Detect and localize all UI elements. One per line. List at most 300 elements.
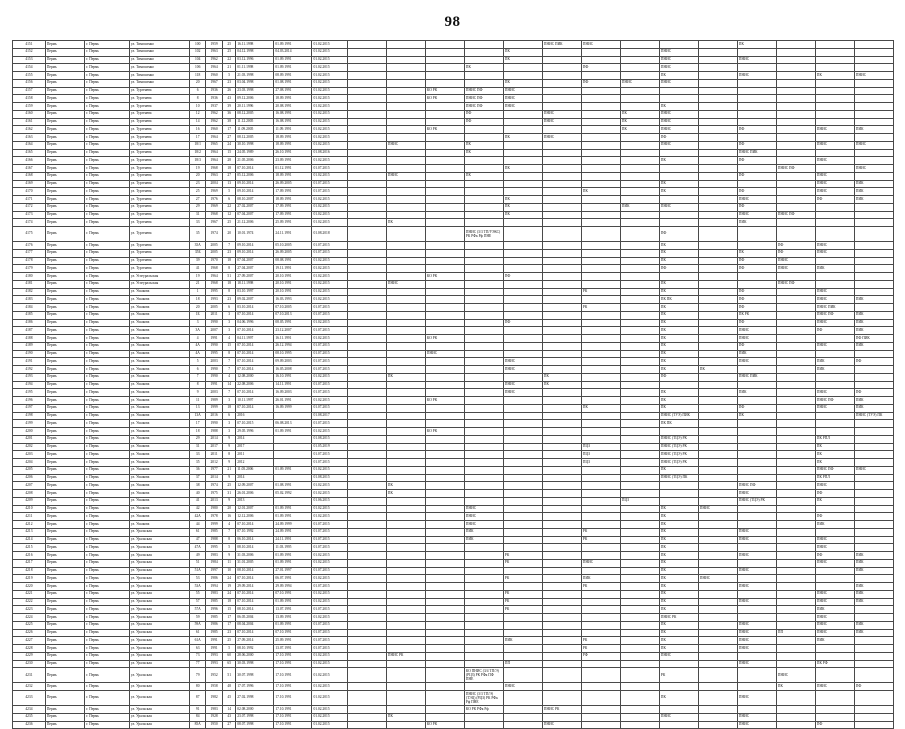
table-cell	[581, 366, 620, 374]
table-cell	[464, 614, 503, 622]
table-cell: 06.10.2014	[236, 536, 274, 544]
table-cell: 06.08.2013	[274, 420, 312, 428]
table-cell: 16.11.1991	[274, 335, 312, 343]
table-cell	[737, 443, 776, 451]
table-cell: ул. Тургенева	[129, 242, 189, 250]
table-cell	[503, 157, 542, 165]
table-cell	[347, 521, 386, 529]
table-row	[13, 428, 894, 436]
table-row	[13, 713, 894, 721]
table-body	[13, 41, 894, 729]
table-cell: 4216	[13, 552, 46, 560]
table-cell: Пермь	[45, 559, 84, 567]
table-cell	[425, 288, 464, 296]
table-row	[13, 87, 894, 95]
table-cell	[776, 103, 815, 111]
table-cell: 20.11.1996	[236, 103, 274, 111]
table-cell	[581, 311, 620, 319]
table-cell: Пермь	[45, 652, 84, 660]
table-cell: Пермь	[45, 141, 84, 149]
table-cell: 27	[190, 196, 206, 204]
table-cell: 4232	[13, 683, 46, 691]
table-row	[13, 227, 894, 242]
table-cell: ПФ	[737, 304, 776, 312]
table-cell	[347, 48, 386, 56]
table-cell: ПНИС	[503, 95, 542, 103]
table-cell	[776, 126, 815, 134]
table-cell: 4203	[13, 451, 46, 459]
table-cell	[659, 490, 698, 498]
table-cell: 01.09.1991	[274, 505, 312, 513]
table-cell: ПНИС	[659, 652, 698, 660]
table-cell	[464, 451, 503, 459]
table-cell	[386, 389, 425, 397]
table-cell: 53	[190, 575, 206, 583]
table-cell: ПФ	[815, 490, 854, 498]
table-cell	[776, 552, 815, 560]
table-cell: ПНИС (3/3 ТП/УЭКС) РК РФк Рф ПНЕ	[464, 227, 503, 242]
table-cell: 01.07.2015	[312, 528, 347, 536]
table-cell: ПК	[503, 196, 542, 204]
table-cell: Пермь	[45, 497, 84, 505]
table-row	[13, 280, 894, 288]
table-cell	[542, 311, 581, 319]
table-cell: 12.12.2006	[236, 513, 274, 521]
table-cell: 01.07.2015	[312, 536, 347, 544]
table-cell	[347, 652, 386, 660]
table-cell: ПК	[620, 110, 659, 118]
table-row	[13, 497, 894, 505]
table-cell: 07.10.2014	[236, 358, 274, 366]
table-cell: Пермь	[45, 342, 84, 350]
table-cell	[347, 389, 386, 397]
table-row	[13, 366, 894, 374]
table-row	[13, 706, 894, 714]
table-cell: г. Пермь	[85, 319, 130, 327]
table-cell: ул. Тургенева	[129, 257, 189, 265]
table-cell: 4205	[13, 466, 46, 474]
table-cell	[464, 721, 503, 729]
table-cell: 4179	[13, 265, 46, 273]
table-cell	[815, 645, 854, 653]
table-cell: 4235	[13, 713, 46, 721]
table-cell: ул. Уральская	[129, 683, 189, 691]
table-cell: Пермь	[45, 172, 84, 180]
table-cell: ПИК	[464, 528, 503, 536]
table-cell	[542, 621, 581, 629]
table-cell: 2004	[206, 180, 223, 188]
table-cell: ПК	[386, 219, 425, 227]
table-cell: 4	[223, 521, 236, 529]
table-cell	[776, 521, 815, 529]
table-cell: 17	[190, 134, 206, 142]
table-cell: Пермь	[45, 227, 84, 242]
table-cell	[698, 397, 737, 405]
table-cell	[581, 118, 620, 126]
table-cell: ПК	[815, 459, 854, 467]
table-cell	[464, 629, 503, 637]
table-cell: КО РК	[425, 95, 464, 103]
table-cell	[659, 428, 698, 436]
table-cell: ПК	[620, 126, 659, 134]
table-cell	[620, 590, 659, 598]
table-cell: ПНИС	[815, 629, 854, 637]
table-cell	[620, 397, 659, 405]
table-cell: 1991	[206, 381, 223, 389]
table-cell: Пермь	[45, 381, 84, 389]
table-cell	[386, 381, 425, 389]
table-cell	[854, 381, 893, 389]
table-cell	[620, 706, 659, 714]
table-cell: 8	[223, 350, 236, 358]
table-cell	[581, 265, 620, 273]
table-cell: Пермь	[45, 412, 84, 420]
table-cell: 4194	[13, 381, 46, 389]
table-cell: ул. Ушакова	[129, 335, 189, 343]
table-cell	[581, 149, 620, 157]
table-cell	[503, 296, 542, 304]
table-cell	[347, 474, 386, 482]
table-cell: ул. Ушакова	[129, 466, 189, 474]
table-cell	[425, 188, 464, 196]
table-row	[13, 110, 894, 118]
table-cell	[698, 296, 737, 304]
table-cell: 4	[190, 335, 206, 343]
table-cell: РК	[581, 288, 620, 296]
table-cell: ул. Ушакова	[129, 482, 189, 490]
table-cell: 4225	[13, 621, 46, 629]
table-cell	[854, 637, 893, 645]
table-cell	[425, 459, 464, 467]
table-cell: 8	[223, 265, 236, 273]
table-cell	[542, 48, 581, 56]
table-cell	[620, 56, 659, 64]
table-cell: 01.08.2015	[312, 435, 347, 443]
table-cell: 01.09.1991	[274, 513, 312, 521]
table-cell	[659, 273, 698, 281]
table-cell	[347, 621, 386, 629]
table-cell: 24.09.1999	[274, 521, 312, 529]
table-cell	[698, 118, 737, 126]
table-cell: ПНИС ПФ	[737, 482, 776, 490]
table-cell: 10.01.1974	[236, 227, 274, 242]
table-cell	[347, 412, 386, 420]
table-cell	[503, 505, 542, 513]
table-cell	[698, 490, 737, 498]
table-cell	[503, 72, 542, 80]
table-cell	[425, 668, 464, 683]
table-cell	[776, 645, 815, 653]
table-cell: ПИК	[815, 606, 854, 614]
table-cell: 07.10.2014	[236, 165, 274, 173]
table-cell: ПНИС	[581, 41, 620, 49]
table-cell: 18	[223, 598, 236, 606]
table-cell: 24	[223, 575, 236, 583]
table-cell: ПФ	[464, 110, 503, 118]
table-cell	[503, 567, 542, 575]
table-cell	[776, 428, 815, 436]
table-cell: г. Пермь	[85, 482, 130, 490]
table-cell: 02.08.2000	[236, 706, 274, 714]
table-cell: ул. Ушакова	[129, 505, 189, 513]
table-cell: 6	[190, 366, 206, 374]
table-cell: 4192	[13, 366, 46, 374]
table-cell	[620, 575, 659, 583]
table-cell: 1985	[206, 614, 223, 622]
table-cell: ПК	[659, 559, 698, 567]
table-cell: ПНИС	[425, 350, 464, 358]
table-cell: 01.02.2015	[312, 296, 347, 304]
table-cell: ПНИС	[659, 79, 698, 87]
table-cell: Пермь	[45, 575, 84, 583]
table-cell: 4163	[13, 134, 46, 142]
table-cell: ПФ	[854, 358, 893, 366]
table-cell	[737, 505, 776, 513]
table-cell	[503, 126, 542, 134]
table-cell	[620, 172, 659, 180]
table-cell	[620, 304, 659, 312]
table-cell	[815, 87, 854, 95]
table-cell: 24	[223, 590, 236, 598]
table-cell	[386, 397, 425, 405]
table-cell: 01.07.2015	[312, 304, 347, 312]
table-cell: РК	[503, 606, 542, 614]
table-cell: Пермь	[45, 296, 84, 304]
table-row	[13, 288, 894, 296]
table-cell: г. Пермь	[85, 381, 130, 389]
table-cell	[620, 196, 659, 204]
table-cell	[815, 381, 854, 389]
table-cell: г. Пермь	[85, 544, 130, 552]
table-cell	[698, 126, 737, 134]
table-cell: 4198	[13, 412, 46, 420]
table-cell: г. Пермь	[85, 373, 130, 381]
table-cell	[503, 443, 542, 451]
table-cell	[542, 637, 581, 645]
table-cell	[698, 87, 737, 95]
table-cell: 2014	[206, 474, 223, 482]
table-cell: 07.10.1991	[274, 629, 312, 637]
table-cell: ПФ	[815, 196, 854, 204]
table-cell: ПИК	[854, 311, 893, 319]
table-cell	[347, 683, 386, 691]
table-cell	[581, 103, 620, 111]
table-cell: ПНИС	[503, 683, 542, 691]
table-cell: ул. Ушакова	[129, 420, 189, 428]
table-cell: ул. Ушакова	[129, 311, 189, 319]
table-cell: ПНИС	[737, 56, 776, 64]
table-cell	[737, 590, 776, 598]
table-cell	[776, 513, 815, 521]
table-cell	[815, 211, 854, 219]
table-cell: Пермь	[45, 180, 84, 188]
table-cell: ПП	[776, 629, 815, 637]
table-cell: 01.02.2015	[312, 652, 347, 660]
table-cell: 1986	[206, 575, 223, 583]
table-cell: Пермь	[45, 404, 84, 412]
table-cell: ПИК	[815, 265, 854, 273]
table-cell	[737, 466, 776, 474]
table-cell	[620, 428, 659, 436]
table-cell	[698, 41, 737, 49]
table-cell	[698, 211, 737, 219]
table-cell: 12	[190, 110, 206, 118]
table-cell: Пермь	[45, 134, 84, 142]
table-cell: ул. Ушакова	[129, 459, 189, 467]
table-cell: 39	[223, 103, 236, 111]
table-cell: 01.02.2015	[312, 713, 347, 721]
table-cell	[698, 304, 737, 312]
table-cell	[542, 257, 581, 265]
table-cell: ул. Ушакова	[129, 373, 189, 381]
table-cell	[776, 134, 815, 142]
table-cell: Пермь	[45, 366, 84, 374]
table-row	[13, 629, 894, 637]
table-cell: ул. Ушакова	[129, 404, 189, 412]
table-cell: 01.02.2015	[312, 118, 347, 126]
table-cell	[776, 227, 815, 242]
table-cell: 01.02.2015	[312, 134, 347, 142]
table-cell	[386, 311, 425, 319]
table-cell: 4	[223, 373, 236, 381]
table-cell: 08.12.2005	[236, 134, 274, 142]
table-cell: 01.02.2015	[312, 126, 347, 134]
table-cell: Пермь	[45, 196, 84, 204]
table-cell: ПНИС	[542, 118, 581, 126]
table-cell: ул. Тургенева	[129, 103, 189, 111]
table-cell: г. Пермь	[85, 110, 130, 118]
table-cell: ПК	[659, 304, 698, 312]
table-cell	[386, 149, 425, 157]
table-cell	[274, 459, 312, 467]
table-cell: 01.07.2015	[312, 311, 347, 319]
table-cell: 65	[223, 660, 236, 668]
table-cell: 4А	[190, 350, 206, 358]
table-row	[13, 598, 894, 606]
table-cell: 2003	[206, 358, 223, 366]
table-cell: 2011	[236, 451, 274, 459]
table-cell	[386, 559, 425, 567]
table-cell: 27	[223, 134, 236, 142]
table-cell: ул. Углеуральская	[129, 280, 189, 288]
table-cell: 17.10.1991	[274, 721, 312, 729]
table-cell	[620, 637, 659, 645]
table-cell: 1991	[206, 637, 223, 645]
table-cell	[425, 118, 464, 126]
table-cell: 1964	[206, 157, 223, 165]
table-cell: ПИК	[854, 621, 893, 629]
table-cell	[815, 165, 854, 173]
table-cell: 27.02.1998	[236, 691, 274, 706]
table-cell	[386, 288, 425, 296]
table-cell: РК	[659, 668, 698, 683]
table-cell	[815, 583, 854, 591]
table-cell	[776, 466, 815, 474]
table-cell	[425, 583, 464, 591]
table-cell: 3	[223, 397, 236, 405]
table-cell: 12.01.2007	[236, 505, 274, 513]
table-cell: 13	[190, 404, 206, 412]
table-cell: 4226	[13, 629, 46, 637]
table-cell: 18.09.1991	[274, 172, 312, 180]
table-cell: 60	[223, 652, 236, 660]
table-cell: 28	[223, 157, 236, 165]
table-cell: 13.07.1991	[274, 606, 312, 614]
table-cell: 01.02.2015	[312, 288, 347, 296]
table-cell	[503, 536, 542, 544]
table-cell	[698, 590, 737, 598]
table-cell	[386, 48, 425, 56]
table-cell: Пермь	[45, 637, 84, 645]
table-cell	[776, 397, 815, 405]
table-cell	[620, 420, 659, 428]
table-cell	[659, 683, 698, 691]
table-cell	[776, 219, 815, 227]
table-cell	[386, 134, 425, 142]
table-cell	[542, 660, 581, 668]
table-cell: 4176	[13, 242, 46, 250]
table-cell: 01.02.2015	[312, 265, 347, 273]
table-cell: ул. Ушакова	[129, 513, 189, 521]
table-cell	[542, 691, 581, 706]
table-cell: 01.02.2015	[312, 95, 347, 103]
table-cell: ПНИС ПФ	[464, 87, 503, 95]
table-cell: 11.12.2005	[236, 118, 274, 126]
table-cell: 01.02.2015	[312, 505, 347, 513]
table-cell	[581, 552, 620, 560]
table-cell	[425, 110, 464, 118]
table-cell: ул. Уральская	[129, 637, 189, 645]
table-cell: 18/1	[190, 141, 206, 149]
table-cell: 01.02.2015	[312, 64, 347, 72]
table-cell: 84	[190, 713, 206, 721]
table-cell: ПНИС	[737, 583, 776, 591]
table-cell	[464, 311, 503, 319]
table-cell	[425, 103, 464, 111]
table-cell: 07.10.2014	[236, 350, 274, 358]
table-cell	[542, 420, 581, 428]
table-cell: ПК	[503, 165, 542, 173]
table-cell: ПНИС	[698, 575, 737, 583]
table-cell	[386, 645, 425, 653]
table-cell: 41	[190, 497, 206, 505]
table-cell: Пермь	[45, 288, 84, 296]
table-cell	[854, 420, 893, 428]
table-cell	[347, 598, 386, 606]
table-cell: 39	[190, 257, 206, 265]
table-cell: 104	[190, 56, 206, 64]
table-cell	[737, 165, 776, 173]
table-cell	[503, 513, 542, 521]
table-cell: 4159	[13, 103, 46, 111]
table-cell	[464, 567, 503, 575]
table-cell	[737, 48, 776, 56]
table-cell	[737, 544, 776, 552]
table-cell: ПЦЗ	[581, 443, 620, 451]
table-cell	[386, 443, 425, 451]
table-cell: 01.07.2015	[312, 621, 347, 629]
table-row	[13, 141, 894, 149]
table-cell: ПНИС ПИК	[542, 41, 581, 49]
table-cell: 1991	[206, 645, 223, 653]
table-cell: 3	[223, 311, 236, 319]
table-cell: 4166	[13, 157, 46, 165]
table-cell: Пермь	[45, 567, 84, 575]
table-cell	[698, 474, 737, 482]
table-row	[13, 435, 894, 443]
table-cell	[581, 280, 620, 288]
table-cell: 29.09.2014	[236, 583, 274, 591]
